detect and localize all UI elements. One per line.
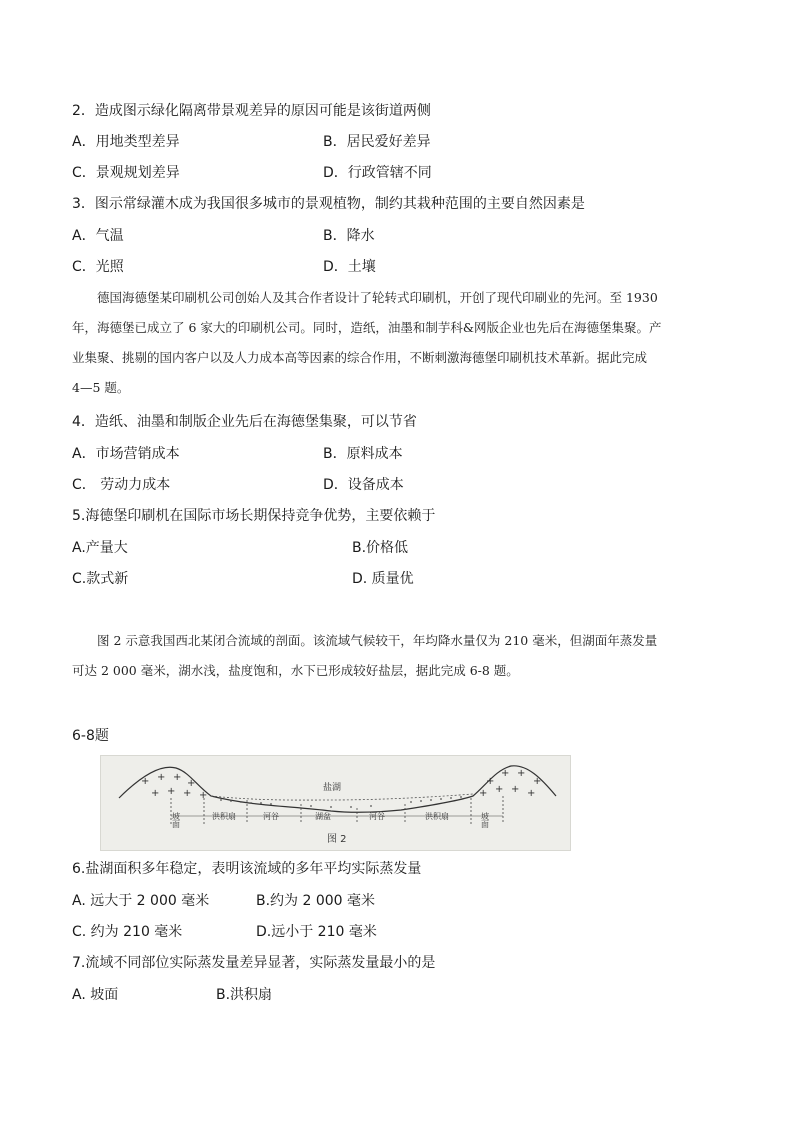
svg-text:+: + bbox=[527, 788, 536, 799]
q4-option-a: A．市场营销成本 bbox=[72, 446, 180, 462]
passage-4-5-line-2: 年，海德堡已成立了 6 家大的印刷机公司。同时，造纸，油墨和制芋科&网版企业也先后在海德堡集聚。产 bbox=[72, 320, 662, 335]
svg-text:+: + bbox=[533, 776, 542, 787]
svg-text:+: + bbox=[173, 772, 182, 783]
q5-option-c: C.款式新 bbox=[72, 571, 129, 587]
segment-label-slope-left: 坡面 bbox=[171, 812, 181, 828]
q3-option-d: D．土壤 bbox=[323, 259, 376, 275]
segment-label-slope-right: 坡面 bbox=[480, 812, 490, 828]
passage-4-5-line-3: 业集聚、挑剔的国内客户以及人力成本高等因素的综合作用，不断刺激海德堡印刷机技术革新。据此完成 bbox=[72, 350, 648, 365]
segment-label-valley-left: 河谷 bbox=[263, 812, 279, 821]
segment-label-valley-right: 河谷 bbox=[369, 812, 385, 821]
q7-option-b: B.洪积扇 bbox=[216, 987, 273, 1003]
q2-option-c: C．景观规划差异 bbox=[72, 165, 180, 181]
q7-stem: 7.流域不同部位实际蒸发量差异显著，实际蒸发量最小的是 bbox=[72, 955, 436, 971]
q3-option-a: A．气温 bbox=[72, 228, 124, 244]
q2-stem: 2．造成图示绿化隔离带景观差异的原因可能是该街道两侧 bbox=[72, 103, 431, 119]
svg-text:+: + bbox=[167, 786, 176, 797]
q5-option-a: A.产量大 bbox=[72, 540, 128, 556]
passage-4-5-line-1: 德国海德堡某印刷机公司创始人及其合作者设计了轮转式印刷机，开创了现代印刷业的先河。至 1930 bbox=[97, 290, 658, 305]
svg-text:+: + bbox=[199, 790, 208, 801]
q2-option-b: B．居民爱好差异 bbox=[323, 134, 431, 150]
svg-text:+: + bbox=[157, 772, 166, 783]
q6-option-a: A. 远大于 2 000 毫米 bbox=[72, 893, 210, 909]
svg-text:+: + bbox=[479, 788, 488, 799]
q5-stem: 5.海德堡印刷机在国际市场长期保持竞争优势，主要依赖于 bbox=[72, 508, 436, 524]
passage-4-5-line-4: 4—5 题。 bbox=[72, 380, 130, 395]
q3-option-c: C．光照 bbox=[72, 259, 124, 275]
q5-option-b: B.价格低 bbox=[352, 540, 409, 556]
q4-option-b: B．原料成本 bbox=[323, 446, 403, 462]
svg-text:+: + bbox=[151, 788, 160, 799]
svg-text:+: + bbox=[517, 768, 526, 779]
figure-2-basin-profile bbox=[100, 755, 571, 851]
passage-6-8-line-1: 图 2 示意我国西北某闭合流域的剖面。该流域气候较干，年均降水量仅为 210 毫米，但湖面年蒸发量 bbox=[97, 633, 658, 648]
passage-4-5 bbox=[72, 283, 724, 403]
q7-option-a: A. 坡面 bbox=[72, 987, 119, 1003]
q6-option-b: B.约为 2 000 毫米 bbox=[256, 893, 376, 909]
passage-6-8 bbox=[72, 626, 724, 686]
segment-label-fan-right: 洪积扇 bbox=[425, 812, 449, 821]
svg-text:+: + bbox=[183, 788, 192, 799]
lake-label: 盐湖 bbox=[323, 783, 342, 793]
svg-text:+: + bbox=[511, 784, 520, 795]
q4-stem: 4．造纸、油墨和制版企业先后在海德堡集聚，可以节省 bbox=[72, 414, 417, 430]
segment-label-fan-left: 洪积扇 bbox=[212, 812, 236, 821]
q5-option-d: D. 质量优 bbox=[352, 571, 414, 587]
svg-text:+: + bbox=[486, 776, 495, 787]
q3-option-b: B．降水 bbox=[323, 228, 375, 244]
q6-option-d: D.远小于 210 毫米 bbox=[256, 924, 377, 940]
q6-stem: 6.盐湖面积多年稳定，表明该流域的多年平均实际蒸发量 bbox=[72, 861, 422, 877]
q3-stem: 3．图示常绿灌木成为我国很多城市的景观植物，制约其栽种范围的主要自然因素是 bbox=[72, 196, 585, 212]
q2-option-d: D．行政管辖不同 bbox=[323, 165, 432, 181]
q4-option-d: D．设备成本 bbox=[323, 477, 404, 493]
section-label: 6-8题 bbox=[72, 728, 109, 744]
segment-label-basin: 湖盆 bbox=[315, 812, 331, 821]
bedrock-marks-left bbox=[141, 772, 207, 801]
passage-6-8-line-2: 可达 2 000 毫米，湖水浅，盐度饱和，水下已形成较好盐层，据此完成 6-8 题。 bbox=[72, 663, 519, 678]
svg-text:+: + bbox=[495, 784, 504, 795]
q6-option-c: C. 约为 210 毫米 bbox=[72, 924, 183, 940]
lake-surface-line bbox=[211, 794, 473, 800]
svg-text:+: + bbox=[187, 778, 196, 789]
figure-caption: 图 2 bbox=[327, 834, 347, 845]
svg-text:+: + bbox=[141, 776, 150, 787]
basin-profile-diagram bbox=[101, 756, 570, 850]
svg-text:+: + bbox=[501, 768, 510, 779]
q4-option-c: C． 劳动力成本 bbox=[72, 477, 171, 493]
q2-option-a: A．用地类型差异 bbox=[72, 134, 180, 150]
